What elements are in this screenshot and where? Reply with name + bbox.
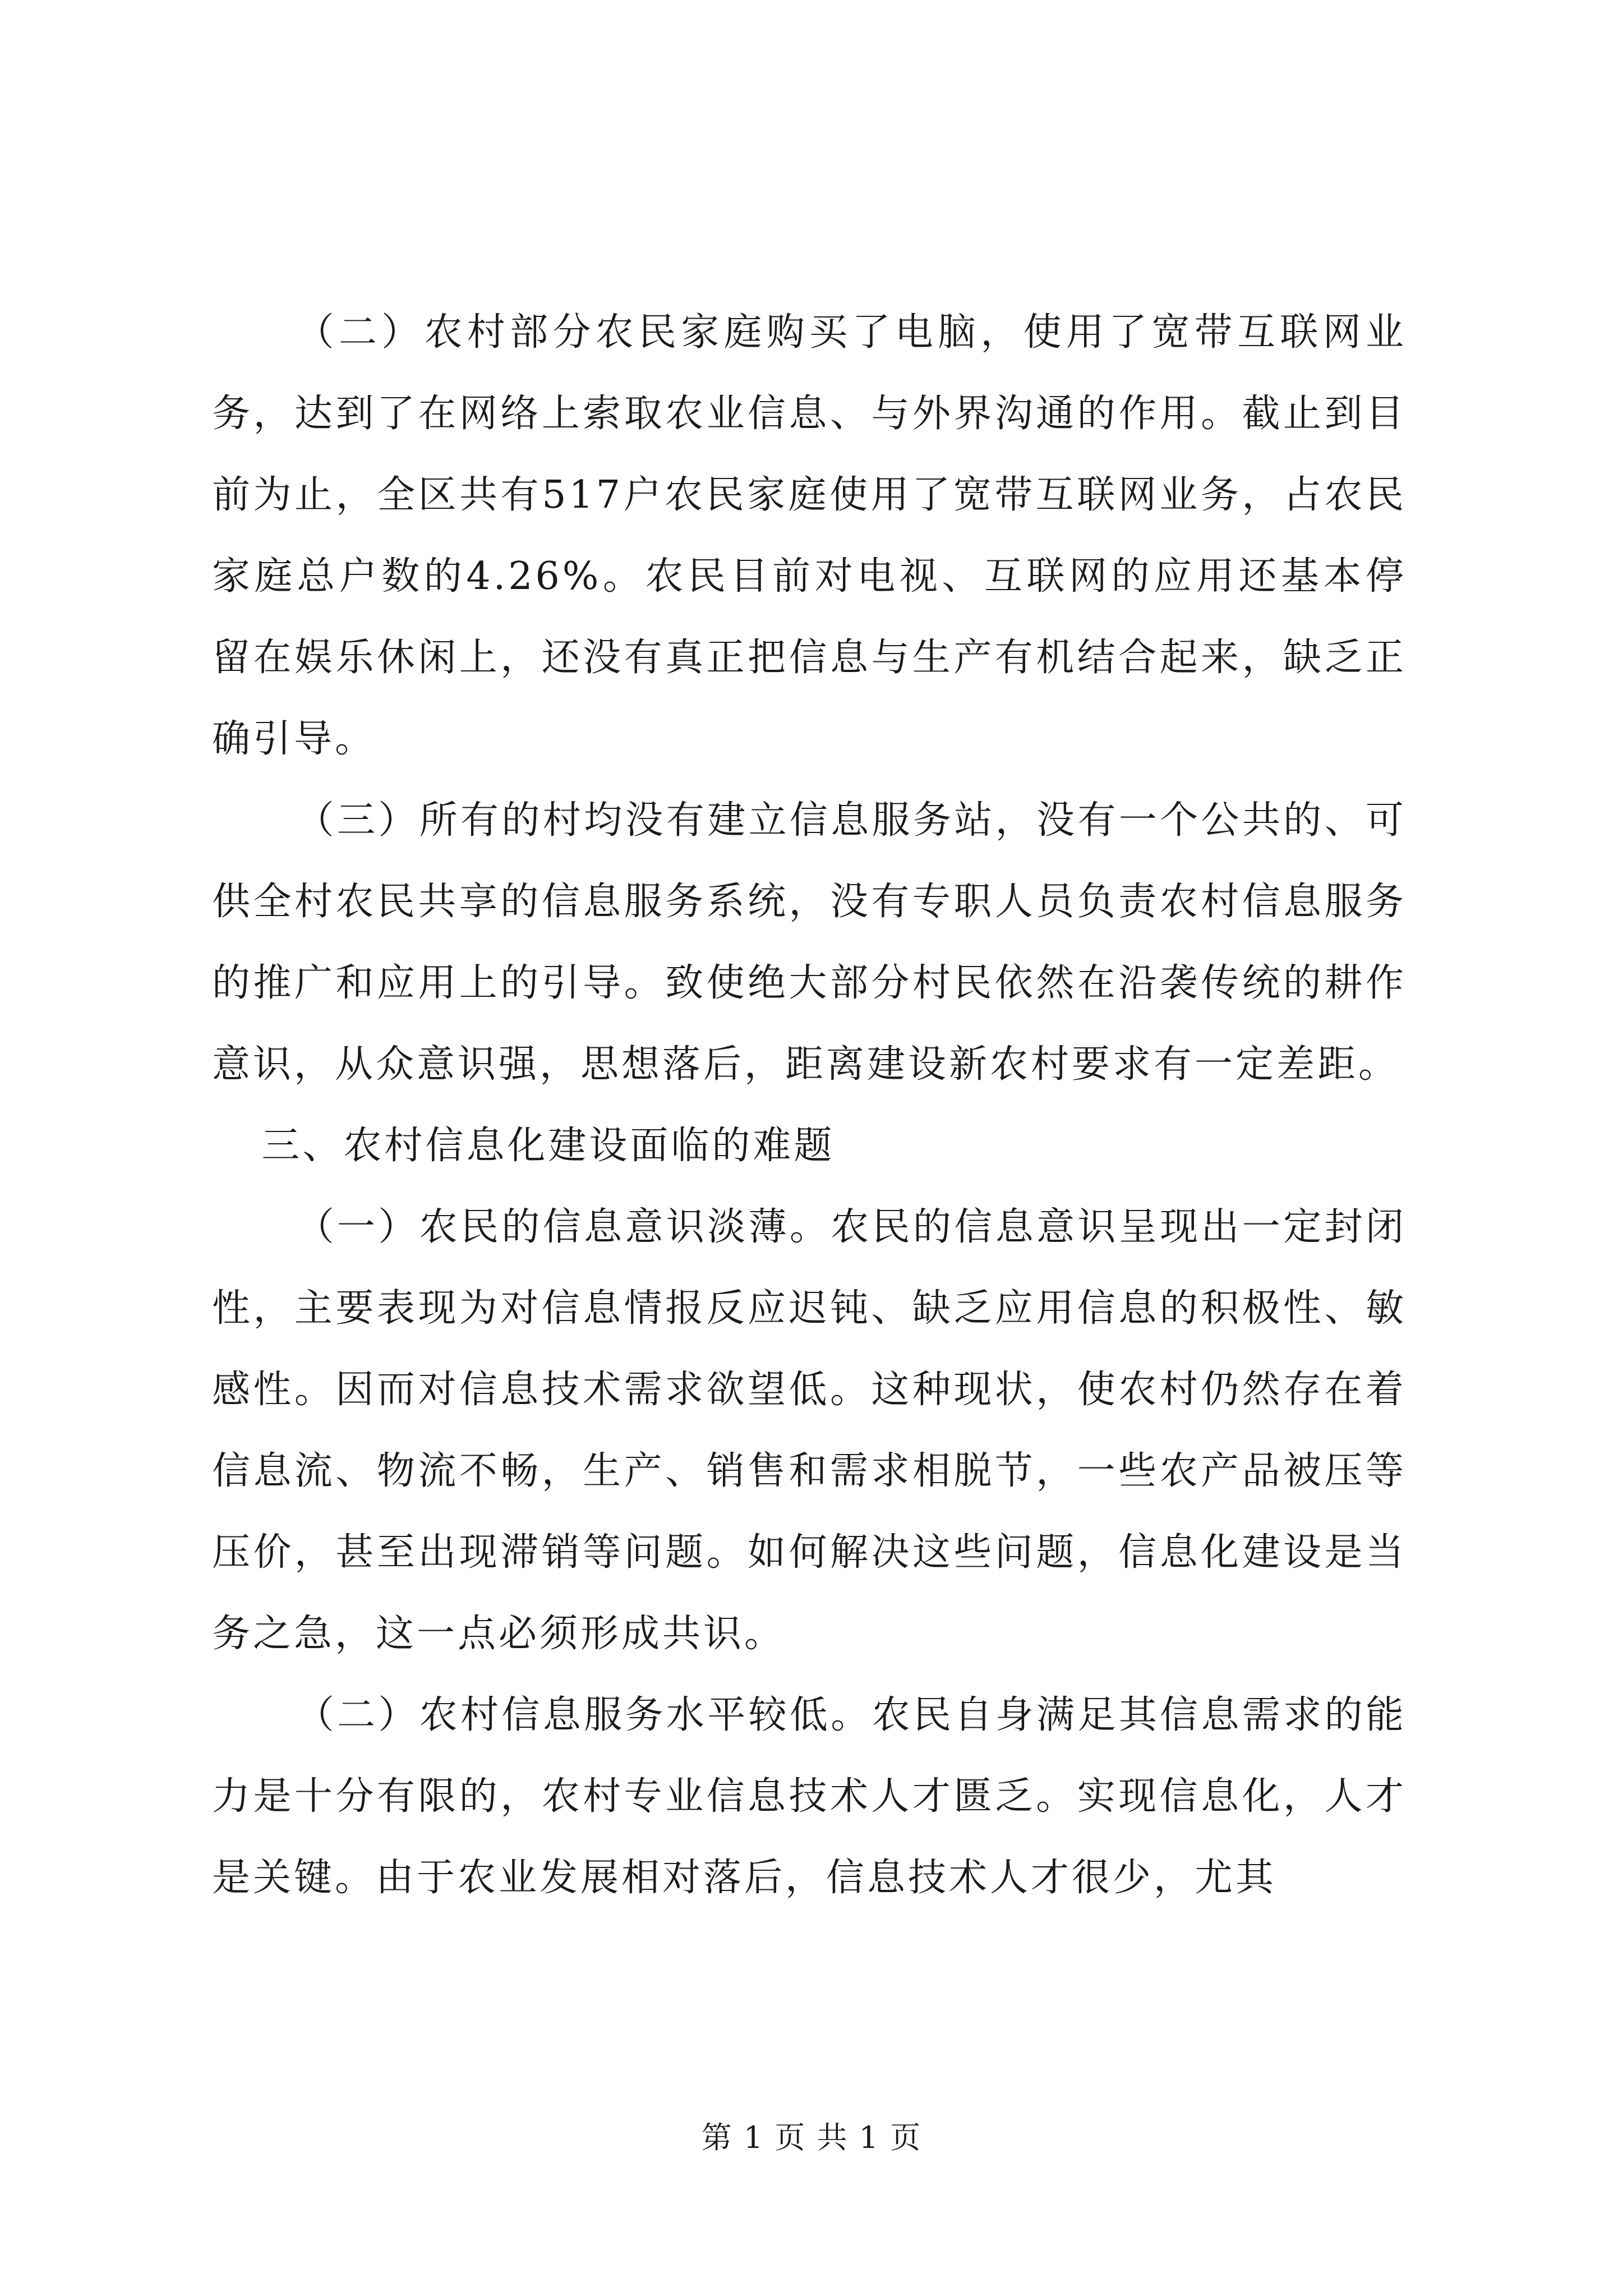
document-body <box>212 292 1407 1918</box>
section-heading: 三、农村信息化建设面临的难题 <box>261 1124 835 1168</box>
paragraph-service-level: （二）农村信息服务水平较低。农民自身满足其信息需求的能力是十分有限的，农村专业信息技术人才匮乏。实现信息化，人才是关键。由于农业发展相对落后，信息技术人才很少，尤其 <box>212 1693 1407 1900</box>
paragraph-info-station: （三）所有的村均没有建立信息服务站，没有一个公共的、可供全村农民共享的信息服务系统，没有专职人员负责农村信息服务的推广和应用上的引导。致使绝大部分村民依然在沿袭传统的耕作意识，从众意识强，思想落后，距离建设新农村要求有一定差距。 <box>212 798 1407 1087</box>
paragraph-internet-usage: （二）农村部分农民家庭购买了电脑，使用了宽带互联网业务，达到了在网络上索取农业信息、与外界沟通的作用。截止到目前为止，全区共有517户农民家庭使用了宽带互联网业务，占农民家庭总户数的4.26%。农民目前对电视、互联网的应用还基本停留在娱乐休闲上，还没有真正把信息与生产有机结合起来，缺乏正确引导。 <box>212 310 1407 761</box>
paragraph-info-awareness: （一）农民的信息意识淡薄。农民的信息意识呈现出一定封闭性，主要表现为对信息情报反应迟钝、缺乏应用信息的积极性、敏感性。因而对信息技术需求欲望低。这种现状，使农村仍然存在着信息流、物流不畅，生产、销售和需求相脱节，一些农产品被压等压价，甚至出现滞销等问题。如何解决这些问题，信息化建设是当务之急，这一点必须形成共识。 <box>212 1205 1407 1656</box>
page-footer: 第 1 页 共 1 页 <box>701 2120 922 2155</box>
